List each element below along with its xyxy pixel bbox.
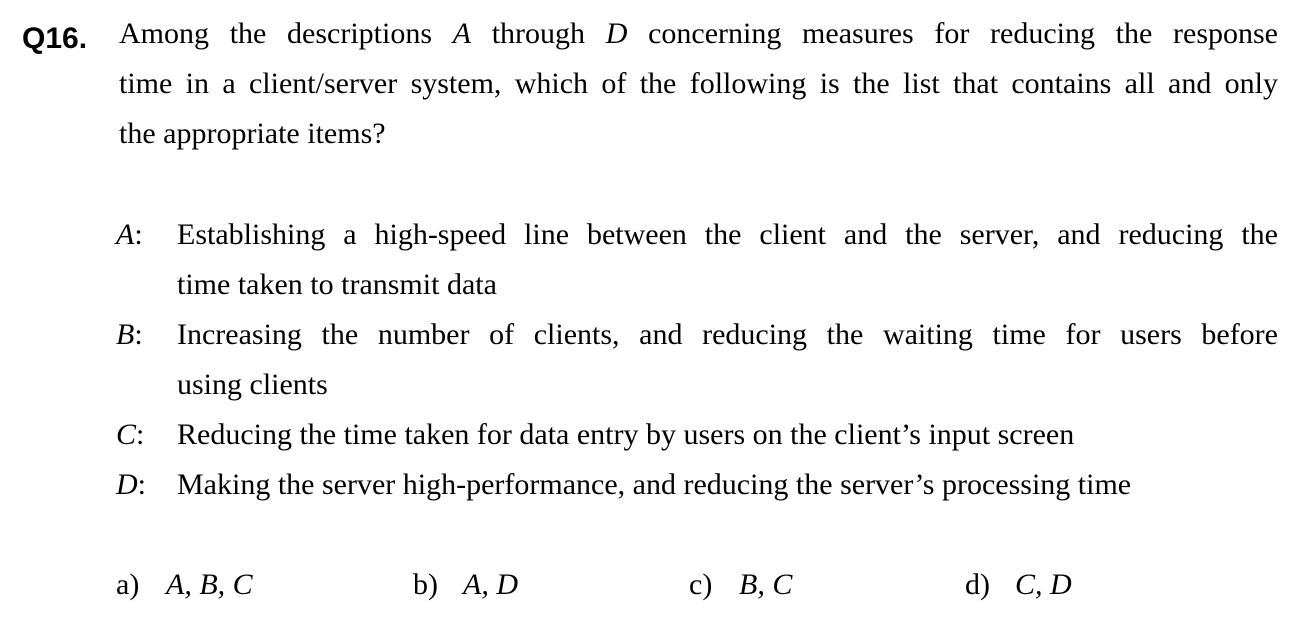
item-text: Increasing the number of clients, and reducing the waiting time for users before xyxy=(177,318,1278,351)
stem-ref-a: A xyxy=(452,17,472,50)
stem-line: time in a client/server system, which of the following is the list that contains all and only xyxy=(119,67,1278,100)
item-a xyxy=(116,210,1278,310)
stem-line: Among the descriptions A through D concerning measures for reducing the response xyxy=(119,17,1278,50)
option-value: C, D xyxy=(1015,568,1072,601)
item-text: Making the server high-performance, and reducing the server’s processing time xyxy=(177,468,1132,501)
option-value: A, D xyxy=(463,568,518,601)
question-stem xyxy=(119,9,1278,159)
item-c xyxy=(116,410,1278,460)
item-text: time taken to transmit data xyxy=(177,268,497,301)
option-b[interactable] xyxy=(413,560,518,610)
item-label: D: xyxy=(116,468,147,501)
option-label: d) xyxy=(965,568,990,601)
option-label: a) xyxy=(116,568,140,601)
stem-line: the appropriate items? xyxy=(119,117,386,150)
item-label: B: xyxy=(116,318,143,351)
option-value: B, C xyxy=(739,568,793,601)
item-b xyxy=(116,310,1278,410)
item-text: Reducing the time taken for data entry by users on the client’s input screen xyxy=(177,418,1075,451)
option-label: b) xyxy=(413,568,438,601)
item-text: using clients xyxy=(177,368,328,401)
question-number: Q16. xyxy=(22,22,88,55)
option-value: A, B, C xyxy=(166,568,253,601)
option-c[interactable] xyxy=(689,560,792,610)
item-d xyxy=(116,460,1278,510)
option-a[interactable] xyxy=(116,560,253,610)
answer-options xyxy=(0,560,1298,610)
option-label: c) xyxy=(689,568,713,601)
item-text: Establishing a high-speed line between the client and the server, and reducing the xyxy=(177,218,1278,251)
stem-ref-d: D xyxy=(605,17,628,50)
item-label: C: xyxy=(116,418,145,451)
item-label: A: xyxy=(116,218,143,251)
option-d[interactable] xyxy=(965,560,1072,610)
item-list xyxy=(116,210,1278,510)
